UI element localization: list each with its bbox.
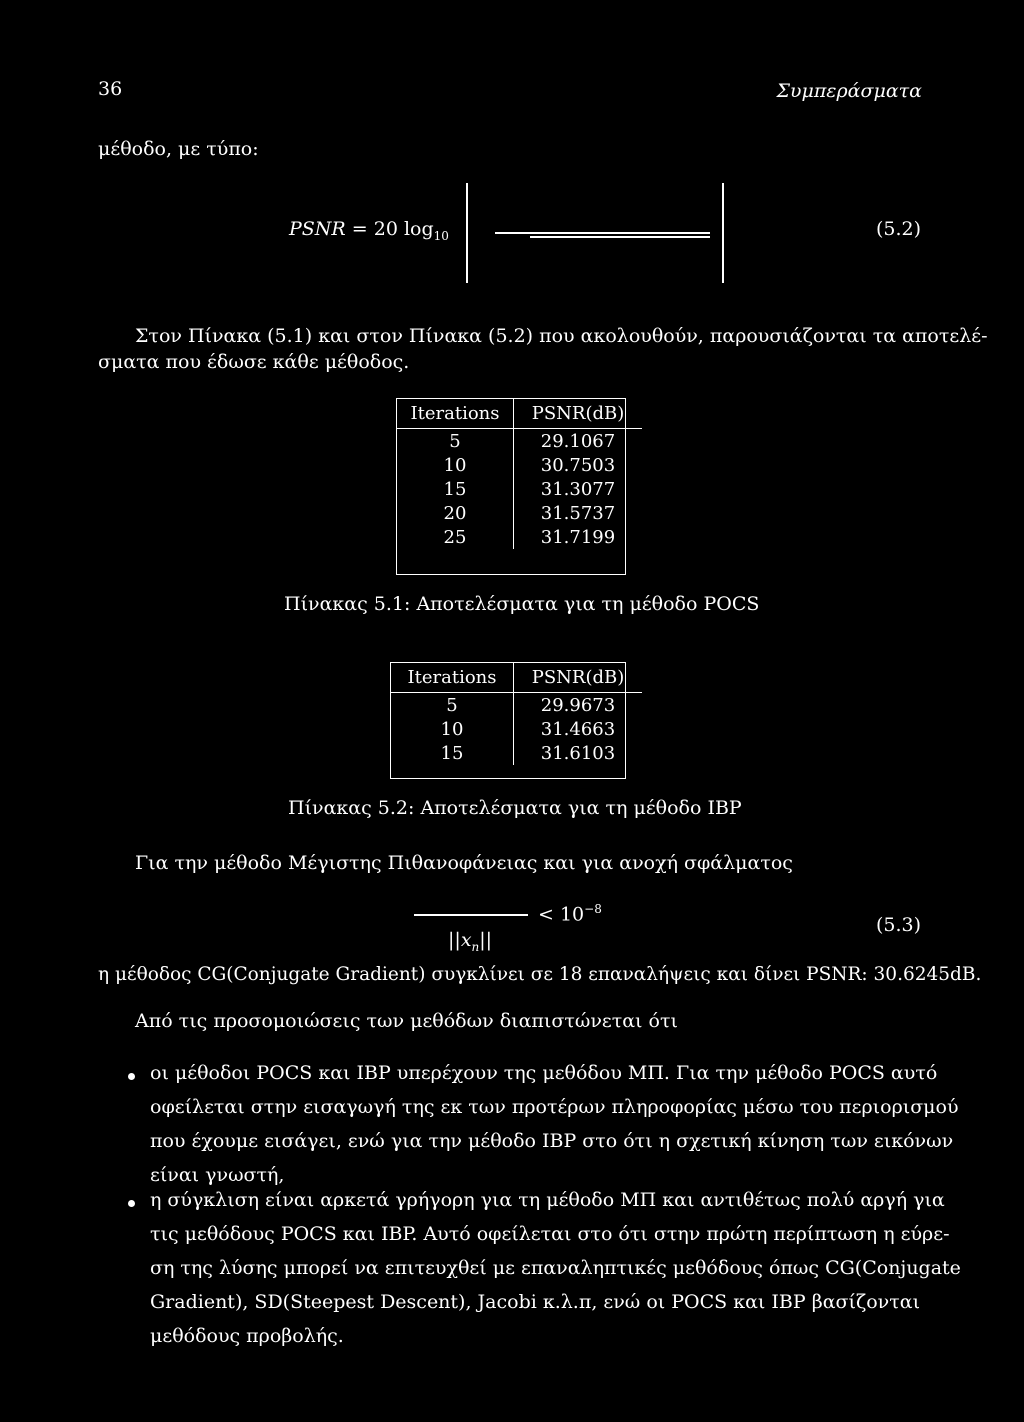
table-cell: 31.5737 [540, 502, 616, 524]
para-tables-line-1: Στον Πίνακα (5.1) και στον Πίνακα (5.2) που ακολουθούν, παρουσιάζονται τα αποτελέ- [135, 325, 988, 347]
bullet-1-line: που έχουμε εισάγει, ενώ για την μέθοδο IBP στο ότι η σχετική κίνηση των εικόνων [150, 1130, 954, 1152]
table-2-caption: Πίνακας 5.2: Αποτελέσματα για τη μέθοδο IBP [288, 797, 742, 819]
table-row [397, 429, 642, 454]
eq-exp: −8 [584, 902, 602, 916]
para-tables-line-2: σματα που έδωσε κάθε μέθοδος. [98, 351, 410, 373]
bullet-2-text [150, 1183, 961, 1353]
eq-equals: = [351, 218, 368, 240]
table-cell: 30.7503 [540, 454, 616, 476]
table-1 [397, 399, 642, 549]
bullet-icon [128, 1200, 135, 1207]
cg-line: η μέθοδος CG(Conjugate Gradient) συγκλίνει σε 18 επαναλήψεις και δίνει PSNR: 30.6245dB. [98, 964, 982, 985]
table-row [397, 453, 642, 477]
bullet-1-line: είναι γνωστή, [150, 1164, 285, 1186]
table-row [391, 693, 642, 718]
running-title: Συμπεράσματα [776, 80, 922, 102]
table-row [391, 741, 642, 765]
bullet-2-line: μεθόδους προβολής. [150, 1325, 344, 1347]
table-cell: 31.3077 [540, 478, 616, 500]
right-bracket [722, 183, 724, 283]
table-cell: 31.6103 [540, 742, 616, 764]
bullet-2-line: η σύγκλιση είναι αρκετά γρήγορη για τη μέθοδο ΜΠ και αντιθέτως πολύ αργή για [150, 1189, 945, 1211]
table-cell: 25 [397, 525, 514, 549]
table-2 [391, 663, 642, 765]
table-cell: 31.4663 [540, 718, 616, 740]
page-number: 36 [98, 78, 123, 100]
sim-line: Από τις προσομοιώσεις των μεθόδων διαπιστώνεται ότι [135, 1010, 678, 1032]
table-row [397, 477, 642, 501]
table-header: PSNR(dB) [514, 399, 643, 429]
table-cell: 10 [391, 717, 514, 741]
fraction-bar [414, 914, 528, 916]
bullet-2-line: Gradient), SD(Steepest Descent), Jacobi κ.λ.π, ενώ οι POCS και IBP βασίζονται [150, 1291, 921, 1313]
eq-func: 20 log [373, 218, 434, 240]
intro-line: μέθοδο, με τύπο: [98, 138, 259, 160]
table-header: PSNR(dB) [514, 663, 643, 693]
table-cell: 29.1067 [540, 430, 616, 452]
bullet-1-line: οι μέθοδοι POCS και IBP υπερέχουν της μεθόδου ΜΠ. Για την μέθοδο POCS αυτό [150, 1062, 938, 1084]
table-row [397, 525, 642, 549]
table-header: Iterations [397, 399, 514, 429]
bullet-1-line: οφείλεται στην εισαγωγή της εκ των προτέρων πληροφορίας μέσω του περιορισμού [150, 1096, 959, 1118]
table-1-caption: Πίνακας 5.1: Αποτελέσματα για τη μέθοδο POCS [284, 593, 760, 615]
bullet-1-text [150, 1056, 959, 1192]
table-cell: 5 [397, 429, 514, 454]
table-cell: 15 [391, 741, 514, 765]
ml-line: Για την μέθοδο Μέγιστης Πιθανοφάνειας και για ανοχή σφάλματος [135, 852, 793, 874]
fraction-bar [495, 232, 710, 234]
table-row [391, 717, 642, 741]
bullet-2-line: τις μεθόδους POCS και IBP. Αυτό οφείλεται στο ότι στην πρώτη περίπτωση η εύρε- [150, 1223, 950, 1245]
table-cell: 15 [397, 477, 514, 501]
table-cell: 29.9673 [540, 694, 616, 716]
left-bracket [466, 183, 468, 283]
eq-sub: 10 [433, 228, 449, 243]
eq-rel: < 10 [538, 903, 585, 926]
table-cell: 10 [397, 453, 514, 477]
table-row [397, 501, 642, 525]
eq-den-x: x [460, 929, 472, 951]
eq-lhs: PSNR [289, 218, 346, 240]
eq-number-5-2: (5.2) [875, 218, 921, 240]
table-cell: 31.7199 [540, 526, 616, 548]
table-header: Iterations [391, 663, 514, 693]
fraction-bar-2 [530, 236, 710, 238]
table-cell: 5 [391, 693, 514, 718]
table-cell: 20 [397, 501, 514, 525]
bullet-2-line: ση της λύσης μπορεί να επιτευχθεί με επαναληπτικές μεθόδους όπως CG(Conjugate [150, 1257, 961, 1279]
bullet-icon [128, 1073, 135, 1080]
eq-den-sub: n [471, 939, 480, 954]
eq-number-5-3: (5.3) [875, 914, 921, 936]
